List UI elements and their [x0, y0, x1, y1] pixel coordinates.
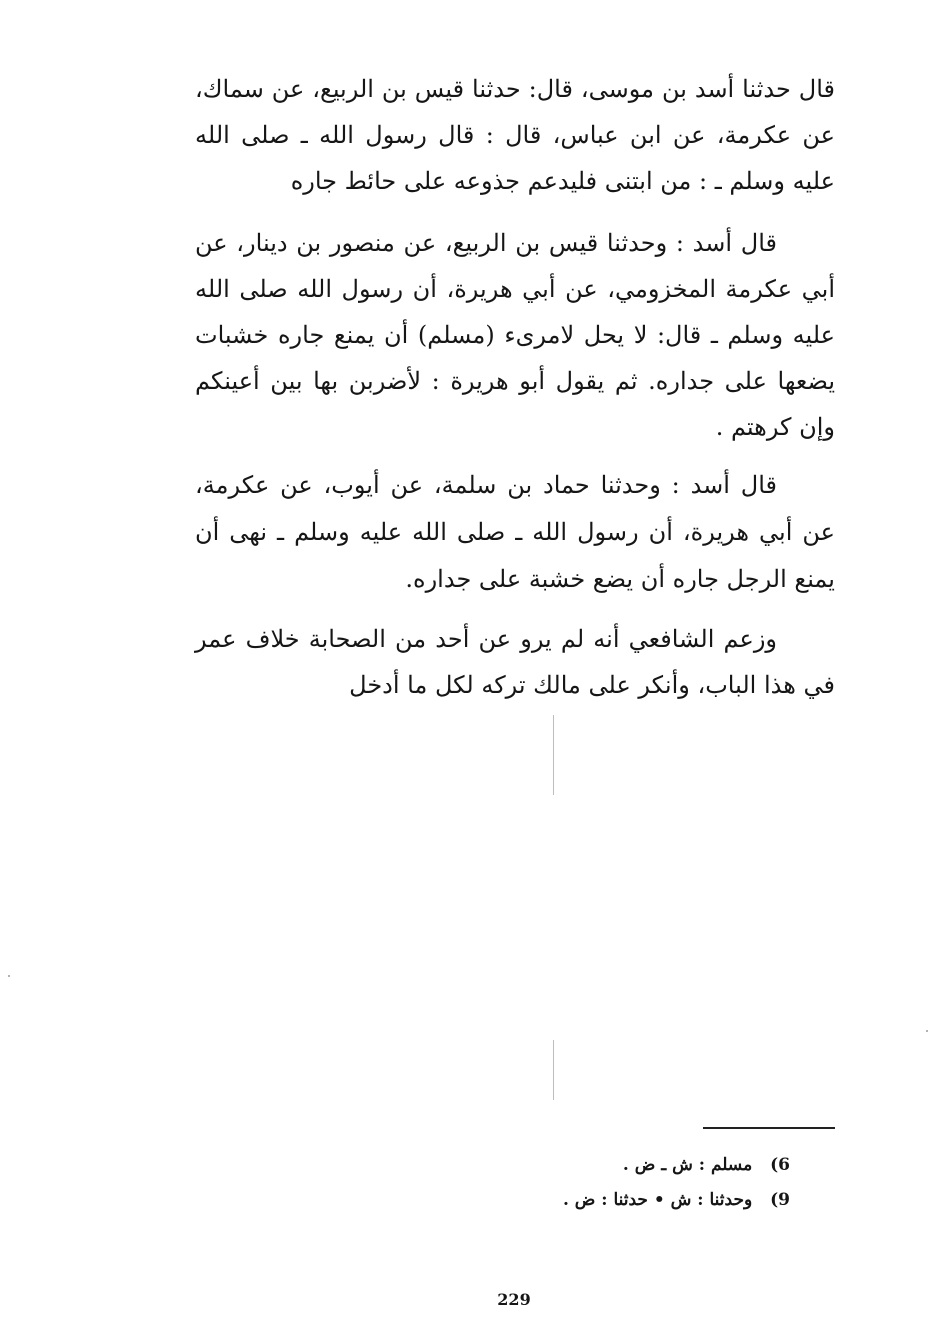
footnote-item [480, 1148, 790, 1183]
footnote-number: 9) [770, 1190, 790, 1210]
footnote-text: مسلم : ش ـ ض . [622, 1155, 753, 1175]
scan-gutter-line [553, 1040, 554, 1100]
footnote-item [480, 1183, 790, 1218]
footnotes [480, 1148, 790, 1218]
scan-speck [8, 975, 10, 977]
paragraph-3: قال أسد : وحدثنا حماد بن سلمة، عن أيوب، عن عكرمة، عن أبي هريرة، أن رسول الله ـ صلى الله عليه وسلم ـ نهى أن يمنع الرجل جاره أن يضع خشبة على جداره. [195, 471, 835, 593]
scan-gutter-line [553, 715, 554, 795]
page-number: 229 [497, 1290, 531, 1309]
paragraph-2: قال أسد : وحدثنا قيس بن الربيع، عن منصور بن دينار، عن أبي عكرمة المخزومي، عن أبي هريرة، أن رسول الله صلى الله عليه وسلم ـ قال: لا يحل لامرىء (مسلم) أن يمنع جاره خشبات يضعها على جداره. ثم يقول أبو هريرة : لأضربن بها بين أعينكم وإن كرهتم . [195, 229, 835, 441]
paragraph-1: قال حدثنا أسد بن موسى، قال: حدثنا قيس بن الربيع، عن سماك، عن عكرمة، عن ابن عباس، قال : قال رسول الله ـ صلى الله عليه وسلم ـ : من ابتنى فليدعم جذوعه على حائط جاره [195, 75, 835, 195]
footnote-separator [703, 1127, 835, 1129]
paragraph-4: وزعم الشافعي أنه لم يرو عن أحد من الصحابة خلاف عمر في هذا الباب، وأنكر على مالك تركه لكل ما أدخل [195, 625, 835, 699]
footnote-number: 6) [770, 1155, 790, 1175]
footnote-text: وحدثنا : ش • حدثنا : ض . [562, 1190, 753, 1210]
scan-speck [926, 1030, 928, 1032]
